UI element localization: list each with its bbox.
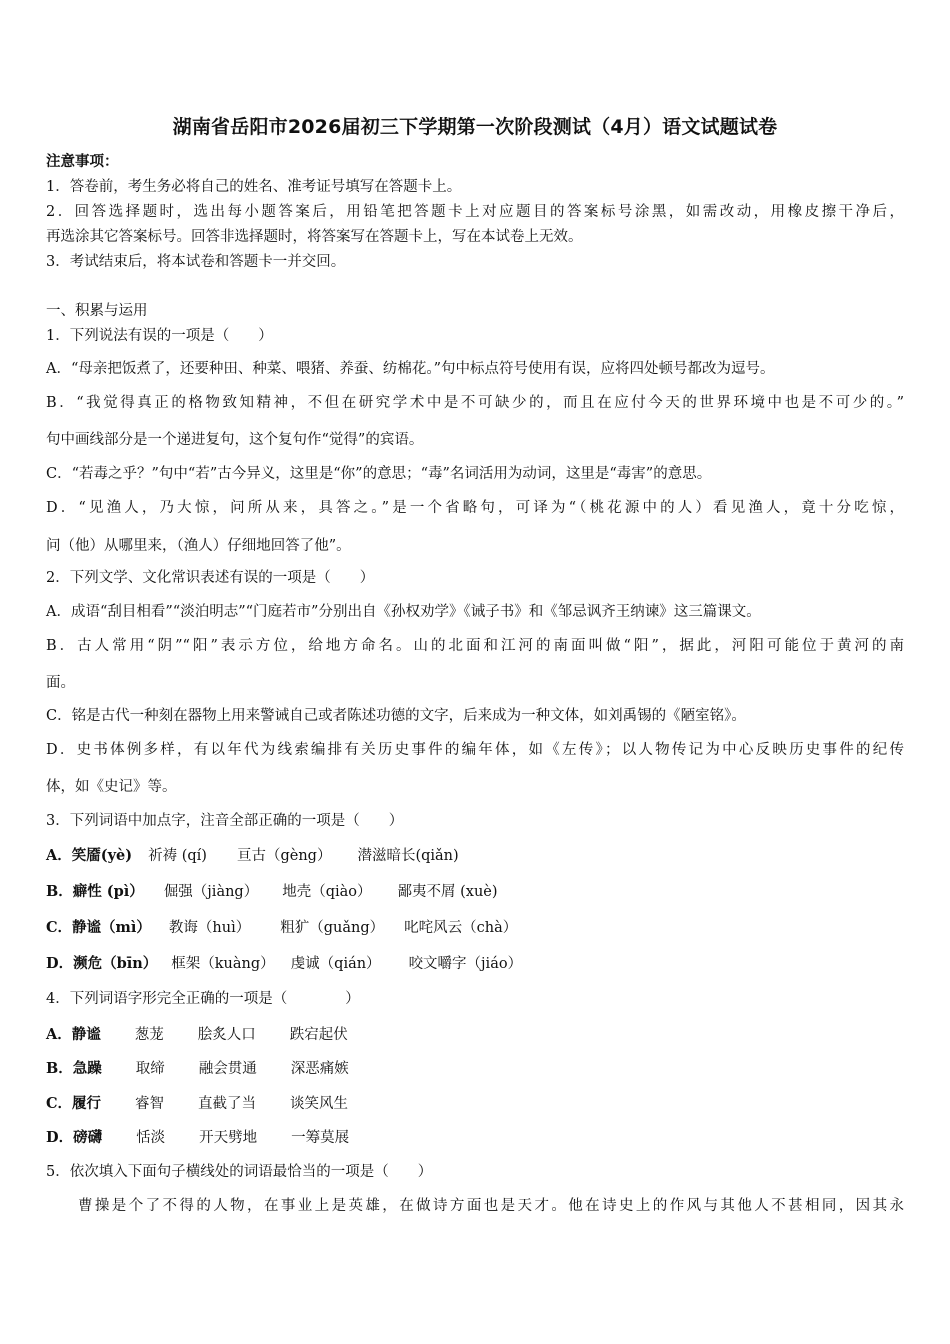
q4d-3: 开天劈地 [199, 1130, 258, 1146]
q3d-3: 虔诚（qián） [290, 956, 381, 972]
q1-option-c: C．“若毒之乎？”句中“若”古今异义，这里是“你”的意思；“毒”名词活用为动词，这里是“毒害”的意思。 [46, 466, 712, 482]
q2-option-c: C．铭是古代一种刻在器物上用来警诫自己或者陈述功德的文字，后来成为一种文体，如刘禹锡的《陋室铭》。 [46, 708, 746, 724]
q3a-1: A．笑靥(yè) [46, 847, 133, 864]
q4c-3: 直截了当 [198, 1096, 257, 1112]
q4-option-b [46, 1059, 349, 1079]
q4d-2: 恬淡 [136, 1130, 166, 1146]
q4a-2: 葱茏 [134, 1027, 164, 1043]
q1-option-a: A．“母亲把饭煮了，还要种田、种菜、喂猪、养蚕、纺棉花。”句中标点符号使用有误，应将四处顿号都改为逗号。 [46, 361, 775, 377]
notice-item-2-cont: 再选涂其它答案标号。回答非选择题时，将答案写在答题卡上，写在本试卷上无效。 [46, 229, 583, 245]
notice-item-3: 3．考试结束后，将本试卷和答题卡一并交回。 [46, 254, 346, 270]
q5-stem: 5．依次填入下面句子横线处的词语最恰当的一项是（ ） [46, 1164, 433, 1180]
q2-option-d: D．史书体例多样，有以年代为线索编排有关历史事件的编年体，如《左传》；以人物传记为中心反映历史事件的纪传 [46, 742, 904, 758]
q1-stem: 1．下列说法有误的一项是（ ） [46, 328, 273, 344]
q1-option-d: D．“见渔人，乃大惊，问所从来，具答之。”是一个省略句，可译为“（桃花源中的人）看见渔人，竟十分吃惊， [46, 500, 904, 516]
q4c-4: 谈笑风生 [290, 1096, 349, 1112]
q3-stem: 3．下列词语中加点字，注音全部正确的一项是（ ） [46, 813, 404, 829]
q4a-1: A．静谧 [46, 1026, 101, 1043]
q2-option-b-cont: 面。 [46, 675, 75, 691]
q4b-4: 深恶痛嫉 [290, 1061, 349, 1077]
q3d-1: D．濒危（bīn） [46, 955, 158, 972]
notice-item-1: 1．答卷前，考生务必将自己的姓名、准考证号填写在答题卡上。 [46, 179, 462, 195]
q4a-4: 跌宕起伏 [289, 1027, 348, 1043]
q3b-2: 倔强（jiàng） [163, 884, 259, 900]
q3-option-d [46, 954, 522, 974]
q5-passage: 曹操是个了不得的人物，在事业上是英雄，在做诗方面也是天才。他在诗史上的作风与其他人不甚相同，因其永 [78, 1198, 904, 1214]
q4a-3: 脍炙人口 [197, 1027, 256, 1043]
q1-option-b-cont: 句中画线部分是一个递进复句，这个复句作“觉得”的宾语。 [46, 432, 424, 448]
q4-stem: 4．下列词语字形完全正确的一项是（ ） [46, 991, 360, 1007]
q3b-4: 鄙夷不屑 (xuè) [397, 884, 498, 900]
q4c-1: C．履行 [46, 1095, 102, 1112]
exam-title: 湖南省岳阳市2026届初三下学期第一次阶段测试（4月）语文试题试卷 [172, 116, 778, 138]
q4d-1: D．磅礴 [46, 1129, 103, 1146]
q3b-3: 地壳（qiào） [282, 884, 372, 900]
q4-option-a [46, 1025, 348, 1045]
q3c-2: 教诲（huì） [168, 920, 251, 936]
q3b-1: B．癖性 (pì） [46, 883, 144, 900]
q1-option-b: B．“我觉得真正的格物致知精神，不但在研究学术中是不可缺少的，而且在应付今天的世界环境中也是不可少的。” [46, 395, 904, 411]
notice-heading: 注意事项： [46, 153, 119, 170]
q3c-3: 粗犷（guǎng） [280, 920, 385, 936]
q3d-4: 咬文嚼字（jiáo） [408, 956, 523, 972]
q4d-4: 一筹莫展 [291, 1130, 350, 1146]
q3c-1: C．静谧（mì） [46, 919, 151, 936]
section-heading: 一、积累与运用 [46, 303, 148, 319]
q4b-1: B．急躁 [46, 1060, 102, 1077]
q2-option-d-cont: 体，如《史记》等。 [46, 779, 177, 795]
q3a-2: 祈祷 (qí) [148, 848, 207, 864]
q2-option-b: B．古人常用“阴”“阳”表示方位，给地方命名。山的北面和江河的南面叫做“阳”，据此，河阳可能位于黄河的南 [46, 638, 904, 654]
q1-option-d-cont: 问（他）从哪里来，（渔人）仔细地回答了他”。 [46, 538, 351, 554]
q4b-2: 取缔 [135, 1061, 165, 1077]
q2-option-a: A．成语“刮目相看”“淡泊明志”“门庭若市”分别出自《孙权劝学》《诫子书》和《邹忌讽齐王纳谏》这三篇课文。 [46, 604, 761, 620]
q4b-3: 融会贯通 [198, 1061, 257, 1077]
q3a-3: 亘古（gèng） [236, 848, 332, 864]
q3-option-b [46, 882, 498, 902]
q2-stem: 2．下列文学、文化常识表述有误的一项是（ ） [46, 570, 375, 586]
q4-option-d [46, 1128, 349, 1148]
q4-option-c [46, 1094, 348, 1114]
q3c-4: 叱咤风云（chà） [404, 920, 518, 936]
q3-option-c [46, 918, 517, 938]
notice-item-2: 2．回答选择题时，选出每小题答案后，用铅笔把答题卡上对应题目的答案标号涂黑，如需改动，用橡皮擦干净后， [46, 204, 904, 220]
q3-option-a [46, 846, 459, 866]
q3a-4: 潜滋暗长(qiǎn) [357, 848, 459, 864]
q3d-2: 框架（kuàng） [171, 956, 275, 972]
q4c-2: 睿智 [135, 1096, 165, 1112]
